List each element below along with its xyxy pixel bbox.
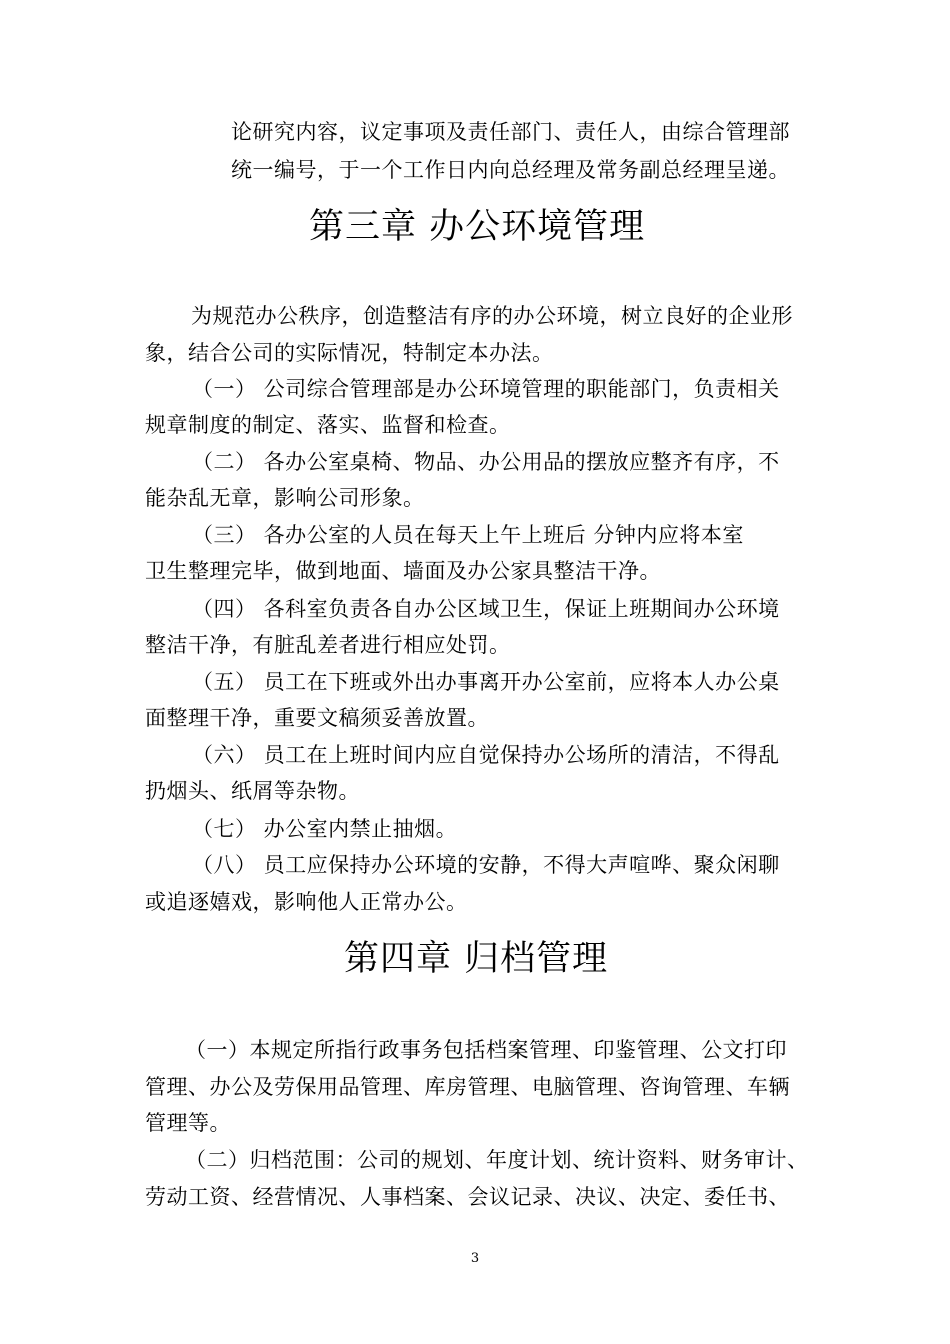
chapter-3-title: 第三章 办公环境管理 <box>309 207 646 247</box>
list-item-line: （二） 各办公室桌椅、物品、办公用品的摆放应整齐有序，不 <box>192 450 780 474</box>
paragraph-line: （一）本规定所指行政事务包括档案管理、印鉴管理、公文打印 <box>185 1038 787 1062</box>
paragraph-line: 论研究内容，议定事项及责任部门、责任人，由综合管理部 <box>231 120 790 144</box>
list-item-line: 能杂乱无章，影响公司形象。 <box>145 486 425 510</box>
list-item-line: （七） 办公室内禁止抽烟。 <box>192 817 458 841</box>
list-item-line: 扔烟头、纸屑等杂物。 <box>145 779 360 803</box>
list-item-line: （三） 各办公室的人员在每天上午上班后 分钟内应将本室 <box>192 523 744 547</box>
paragraph-line: （二）归档范围：公司的规划、年度计划、统计资料、财务审计、 <box>185 1148 809 1172</box>
chapter-4-title: 第四章 归档管理 <box>344 939 609 979</box>
list-item-line: （五） 员工在下班或外出办事离开办公室前，应将本人办公桌 <box>192 670 780 694</box>
list-item-line: （六） 员工在上班时间内应自觉保持办公场所的清洁，不得乱 <box>192 743 780 767</box>
paragraph-line: 统一编号，于一个工作日内向总经理及常务副总经理呈递。 <box>231 158 790 182</box>
paragraph-line: 劳动工资、经营情况、人事档案、会议记录、决议、决定、委任书、 <box>145 1185 790 1209</box>
paragraph-line: 为规范办公秩序，创造整洁有序的办公环境，树立良好的企业形 <box>191 304 793 328</box>
list-item-line: 面整理干净，重要文稿须妥善放置。 <box>145 706 489 730</box>
page-number: 3 <box>470 1251 480 1266</box>
list-item-line: （四） 各科室负责各自办公区域卫生，保证上班期间办公环境 <box>192 597 780 621</box>
list-item-line: （一） 公司综合管理部是办公环境管理的职能部门，负责相关 <box>192 377 780 401</box>
paragraph-line: 管理、办公及劳保用品管理、库房管理、电脑管理、咨询管理、车辆 <box>145 1075 790 1099</box>
paragraph-line: 管理等。 <box>145 1111 231 1135</box>
list-item-line: （八） 员工应保持办公环境的安静，不得大声喧哗、聚众闲聊 <box>192 853 780 877</box>
list-item-line: 卫生整理完毕，做到地面、墙面及办公家具整洁干净。 <box>145 559 661 583</box>
paragraph-line: 象，结合公司的实际情况，特制定本办法。 <box>145 341 554 365</box>
list-item-line: 整洁干净，有脏乱差者进行相应处罚。 <box>145 633 511 657</box>
list-item-line: 或追逐嬉戏，影响他人正常办公。 <box>145 890 468 914</box>
list-item-line: 规章制度的制定、落实、监督和检查。 <box>145 413 511 437</box>
